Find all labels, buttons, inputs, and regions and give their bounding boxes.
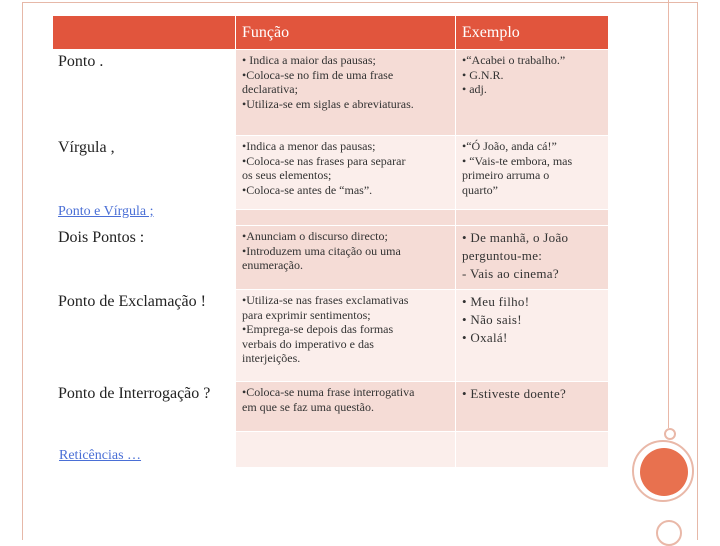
decorative-circle [640,448,688,496]
table-row [53,210,609,226]
exemplo-ponto [456,50,609,136]
text-line: • “Vais-te embora, mas [462,153,573,168]
text-line: •Utiliza-se em siglas e abreviaturas. [242,96,414,111]
text-line: • Oxalá! [462,330,508,345]
table-row [53,382,609,432]
text-line: •Introduzem uma citação ou uma [242,243,401,258]
text-line: • adj. [462,82,487,96]
text-line: para exprimir sentimentos; [242,307,371,322]
text-line: declarativa; [242,82,298,96]
text-line: •Emprega-se depois das formas [242,322,394,336]
table-row [53,290,609,382]
text-line: •Coloca-se antes de “mas”. [242,182,373,197]
text-line: perguntou-me: [462,248,543,263]
sign-interrogacao: Ponto de Interrogação ? [53,382,236,432]
empty-cell [456,432,609,468]
text-line: - Vais ao cinema? [462,266,559,281]
decorative-dot [664,428,676,440]
text-line: • Indica a maior das pausas; [242,53,376,67]
sign-exclamacao: Ponto de Exclamação ! [53,290,236,382]
funcao-ponto [236,50,456,136]
sign-ponto: Ponto . [53,50,236,136]
exemplo-virgula [456,136,609,210]
empty-cell [236,210,456,226]
text-line: os seus elementos; [242,168,332,182]
table-row [53,226,609,290]
header-exemplo: Exemplo [456,16,609,50]
empty-cell [456,210,609,226]
text-line: • Não sais! [462,312,522,327]
text-line: • De manhã, o João [462,230,569,245]
text-line: •Utiliza-se nas frases exclamativas [242,293,409,307]
text-line: enumeração. [242,258,303,272]
text-line: •Coloca-se no fim de uma frase [242,67,394,82]
text-line: • Meu filho! [462,294,530,309]
table-header [53,16,609,50]
text-line: interjeições. [242,351,301,365]
sign-dois-pontos: Dois Pontos : [53,226,236,290]
text-line: quarto” [462,182,498,197]
decorative-small-circle [656,520,682,546]
sign-virgula: Vírgula , [53,136,236,210]
text-line: •Indica a menor das pausas; [242,139,376,153]
text-line: em que se faz uma questão. [242,399,374,414]
text-line: verbais do imperativo e das [242,336,374,351]
text-line: • Estiveste doente? [462,386,567,401]
text-line: •Coloca-se nas frases para separar [242,153,406,168]
funcao-virgula [236,136,456,210]
text-line: •Anunciam o discurso directo; [242,229,388,243]
ponto-virgula-cell [53,204,236,226]
header-col1 [53,16,236,50]
table-row [53,50,609,136]
text-line: primeiro arruma o [462,168,550,182]
text-line: •Coloca-se numa frase interrogativa [242,385,415,399]
text-line: •“Ó João, anda cá!” [462,139,557,153]
empty-cell [236,432,456,468]
exemplo-exclamacao [456,290,609,382]
reticencias-link[interactable]: Reticências … [53,432,236,468]
exemplo-dois-pontos [456,226,609,290]
table-row [53,136,609,210]
text-line: • G.N.R. [462,67,504,82]
header-funcao: Função [236,16,456,50]
table-row [53,432,609,468]
funcao-interrogacao [236,382,456,432]
funcao-exclamacao [236,290,456,382]
funcao-dois-pontos [236,226,456,290]
punctuation-table [52,15,609,468]
ponto-virgula-link[interactable]: Ponto e Vírgula ; [58,204,154,219]
exemplo-interrogacao [456,382,609,432]
text-line: •“Acabei o trabalho.” [462,53,566,67]
